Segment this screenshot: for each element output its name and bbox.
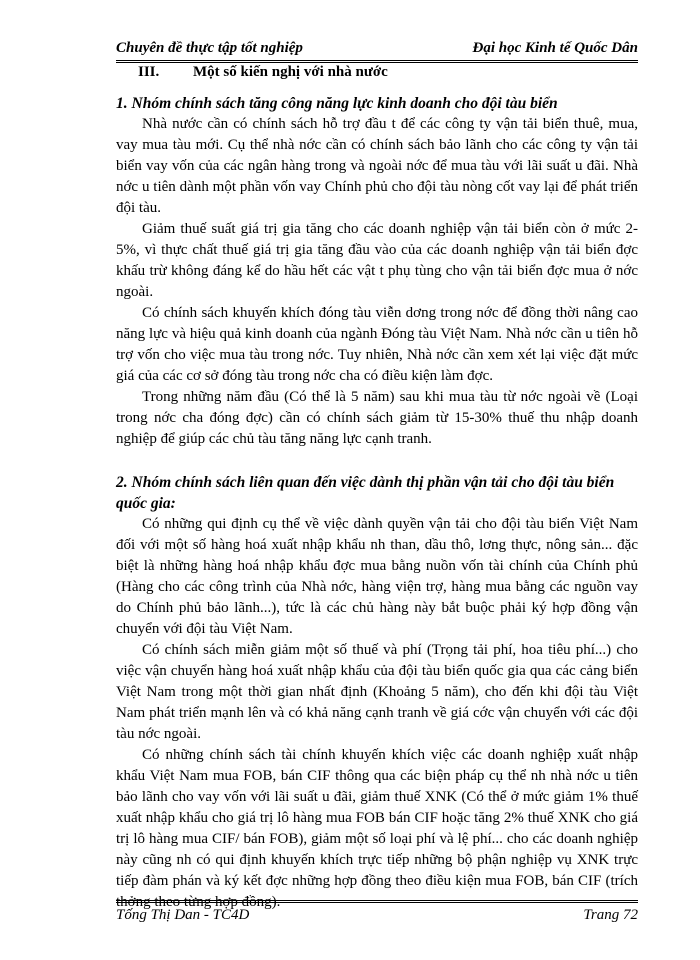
page-footer <box>116 907 638 929</box>
paragraph: Giảm thuế suất giá trị gia tăng cho các doanh nghiệp vận tải biển còn ở mức 2-5%, vì thực chất thuế giá trị gia tăng đầu vào của các doanh nghiệp vận tải biển đợc khấu trừ không đáng kể do hầu hết các vật t phụ tùng cho vận tải biển đợc mua ở nớc ngoài. <box>116 221 638 300</box>
paragraph: Trong những năm đầu (Có thể là 5 năm) sau khi mua tàu từ nớc ngoài về (Loại trong nớc cha đóng đợc) cần có chính sách giảm từ 15-30% thuế thu nhập doanh nghiệp để giúp các chủ tàu tăng năng lực cạnh tranh. <box>116 389 638 447</box>
paragraph: Có chính sách khuyến khích đóng tàu viễn dơng trong nớc để đồng thời nâng cao năng lực và hiệu quả kinh doanh của ngành Đóng tàu Việt Nam. Nhà nớc cần u tiên hỗ trợ vốn cho việc mua tàu trong nớc. Tuy nhiên, Nhà nớc cần xem xét lại việc đặt mức giá của các cơ sở đóng tàu trong nớc cha có điều kiện làm đợc. <box>116 305 638 384</box>
header-right-text: Đại học Kinh tế Quốc Dân <box>472 40 638 56</box>
section-heading <box>116 62 638 83</box>
paragraph: Có những qui định cụ thể về việc dành quyền vận tải cho đội tàu biển Việt Nam đối với một số hàng hoá xuất nhập khẩu nh than, dầu thô, lơng thực, nông sản... đặc biệt là những hàng hoá nhập khẩu đợc mua bằng nuồn vốn tài chính của Chính phủ (Hàng cho các công trình của Nhà nớc, hàng viện trợ, hàng mua bằng các nguồn vay do Chính phủ bảo lãnh...), tức là các chủ hàng này bắt buộc phải ký hợp đồng vận chuyển với đội tàu Việt Nam. <box>116 516 638 637</box>
paragraph: Có những chính sách tài chính khuyến khích việc các doanh nghiệp xuất nhập khẩu Việt Nam mua FOB, bán CIF thông qua các biện pháp cụ thể nh nhà nớc u tiên bảo lãnh cho vay vốn với lãi suất u đãi, giảm thuế XNK (Có thể ở mức giảm 1% thuế xuất nhập khẩu cho giá trị lô hàng mua FOB bán CIF hoặc tăng 2% thuế XNK cho giá trị lô hàng mua CIF/ bán FOB), giảm một số loại phí và lệ phí... cho các doanh nghiệp này cũng nh có qui định khuyến khích trực tiếp những bộ phận nghiệp vụ XNK trực tiếp đàm phán và ký kết đợc những hợp đồng theo điều kiện mua FOB, bán CIF (trích thởng theo từng hợp đồng). <box>116 747 638 910</box>
page-body <box>116 62 638 913</box>
header-left-text: Chuyên đề thực tập tốt nghiệp <box>116 40 303 56</box>
footer-author: Tống Thị Dan - TC4D <box>116 907 250 923</box>
paragraph: Có chính sách miễn giảm một số thuế và phí (Trọng tải phí, hoa tiêu phí...) cho việc vận chuyển hàng hoá xuất nhập khẩu của đội tàu biển quốc gia qua các cảng biển Việt Nam trong một thời gian nhất định (Khoảng 5 năm), cho đến khi đội tàu Việt Nam phát triển mạnh lên và có khả năng cạnh tranh về giá cớc vận chuyển với các đội tàu nớc ngoài. <box>116 642 638 742</box>
paragraph: Nhà nước cần có chính sách hỗ trợ đầu t để các công ty vận tải biển thuê, mua, vay mua tàu mới. Cụ thể nhà nớc cần có chính sách bảo lãnh cho các công ty vận tải biển vay vốn của các ngân hàng trong và ngoài nớc để mua tàu với lãi suất u đãi. Nhà nớc u tiên dành một phần vốn vay Chính phủ cho đội tàu nòng cốt vay lại để phát triển đội tàu. <box>116 116 638 216</box>
footer-rule <box>116 900 638 903</box>
section-number: III. <box>138 64 160 80</box>
page-header <box>116 38 638 60</box>
subsection-heading-2: 2. Nhóm chính sách liên quan đến việc dành thị phần vận tải cho đội tàu biển quốc gia: <box>116 474 615 512</box>
section-title: Một số kiến nghị với nhà nước <box>193 64 388 80</box>
footer-page-number: Trang 72 <box>583 907 638 923</box>
subsection-heading-1: 1. Nhóm chính sách tăng công năng lực kinh doanh cho đội tàu biển <box>116 95 558 112</box>
